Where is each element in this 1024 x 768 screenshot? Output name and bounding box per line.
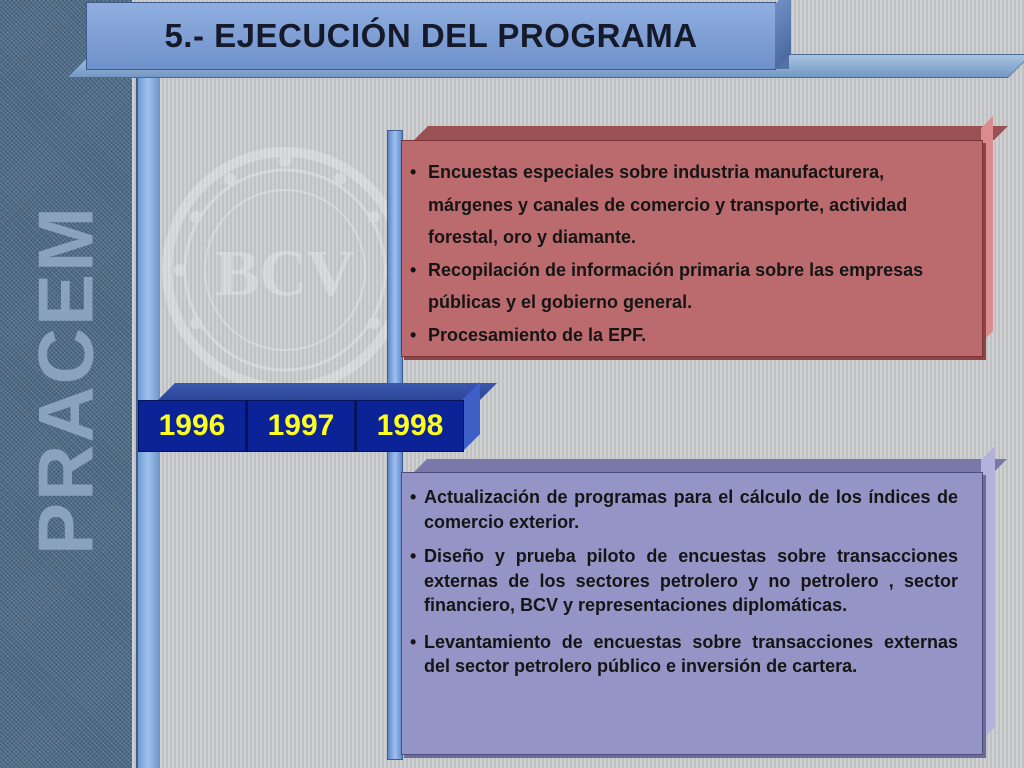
bullet-icon: •: [410, 631, 417, 652]
year-tabs: [138, 400, 464, 452]
side-label-pracem: PRACEM: [21, 204, 110, 556]
bullet-icon: •: [410, 487, 417, 507]
bullet-icon: •: [410, 259, 417, 280]
bullet-icon: •: [410, 324, 417, 345]
title-banner: [86, 2, 776, 70]
bullet-icon: •: [410, 546, 417, 566]
list-item: • Procesamiento de la EPF.: [410, 319, 974, 352]
activities-box-1998: [401, 140, 983, 357]
red-box-top-face: [414, 126, 1008, 140]
year-tab-1996[interactable]: 1996: [138, 400, 246, 452]
activities-list-external: [402, 473, 982, 679]
purple-box-side-face: [981, 446, 995, 741]
list-item: • Encuestas especiales sobre industria manufacturera, márgenes y canales de comercio y transporte, actividad forestal, oro y diamante.: [410, 156, 974, 254]
bullet-icon: •: [410, 162, 417, 182]
list-item: • Levantamiento de encuestas sobre transacciones externas del sector petrolero público e inversión de cartera.: [410, 631, 958, 676]
seal-logo-text: BCV: [215, 237, 355, 310]
activities-box-external: [401, 472, 983, 755]
year-tab-1997[interactable]: 1997: [246, 400, 355, 452]
activities-list-1998: [402, 141, 982, 351]
year-tabs-top-face: [158, 383, 497, 400]
purple-box-top-face: [414, 459, 1007, 472]
list-item: • Recopilación de información primaria sobre las empresas públicas y el gobierno general.: [410, 254, 974, 319]
year-tab-1998[interactable]: 1998: [355, 400, 464, 452]
list-item: • Actualización de programas para el cálculo de los índices de comercio exterior.: [410, 487, 958, 532]
page-title: 5.- EJECUCIÓN DEL PROGRAMA: [164, 17, 698, 54]
list-item: • Diseño y prueba piloto de encuestas sobre transacciones externas de los sectores petrolero y no petrolero , sector financiero, BCV y representaciones diplomáticas.: [410, 546, 958, 615]
bcv-seal-watermark: [160, 145, 410, 395]
